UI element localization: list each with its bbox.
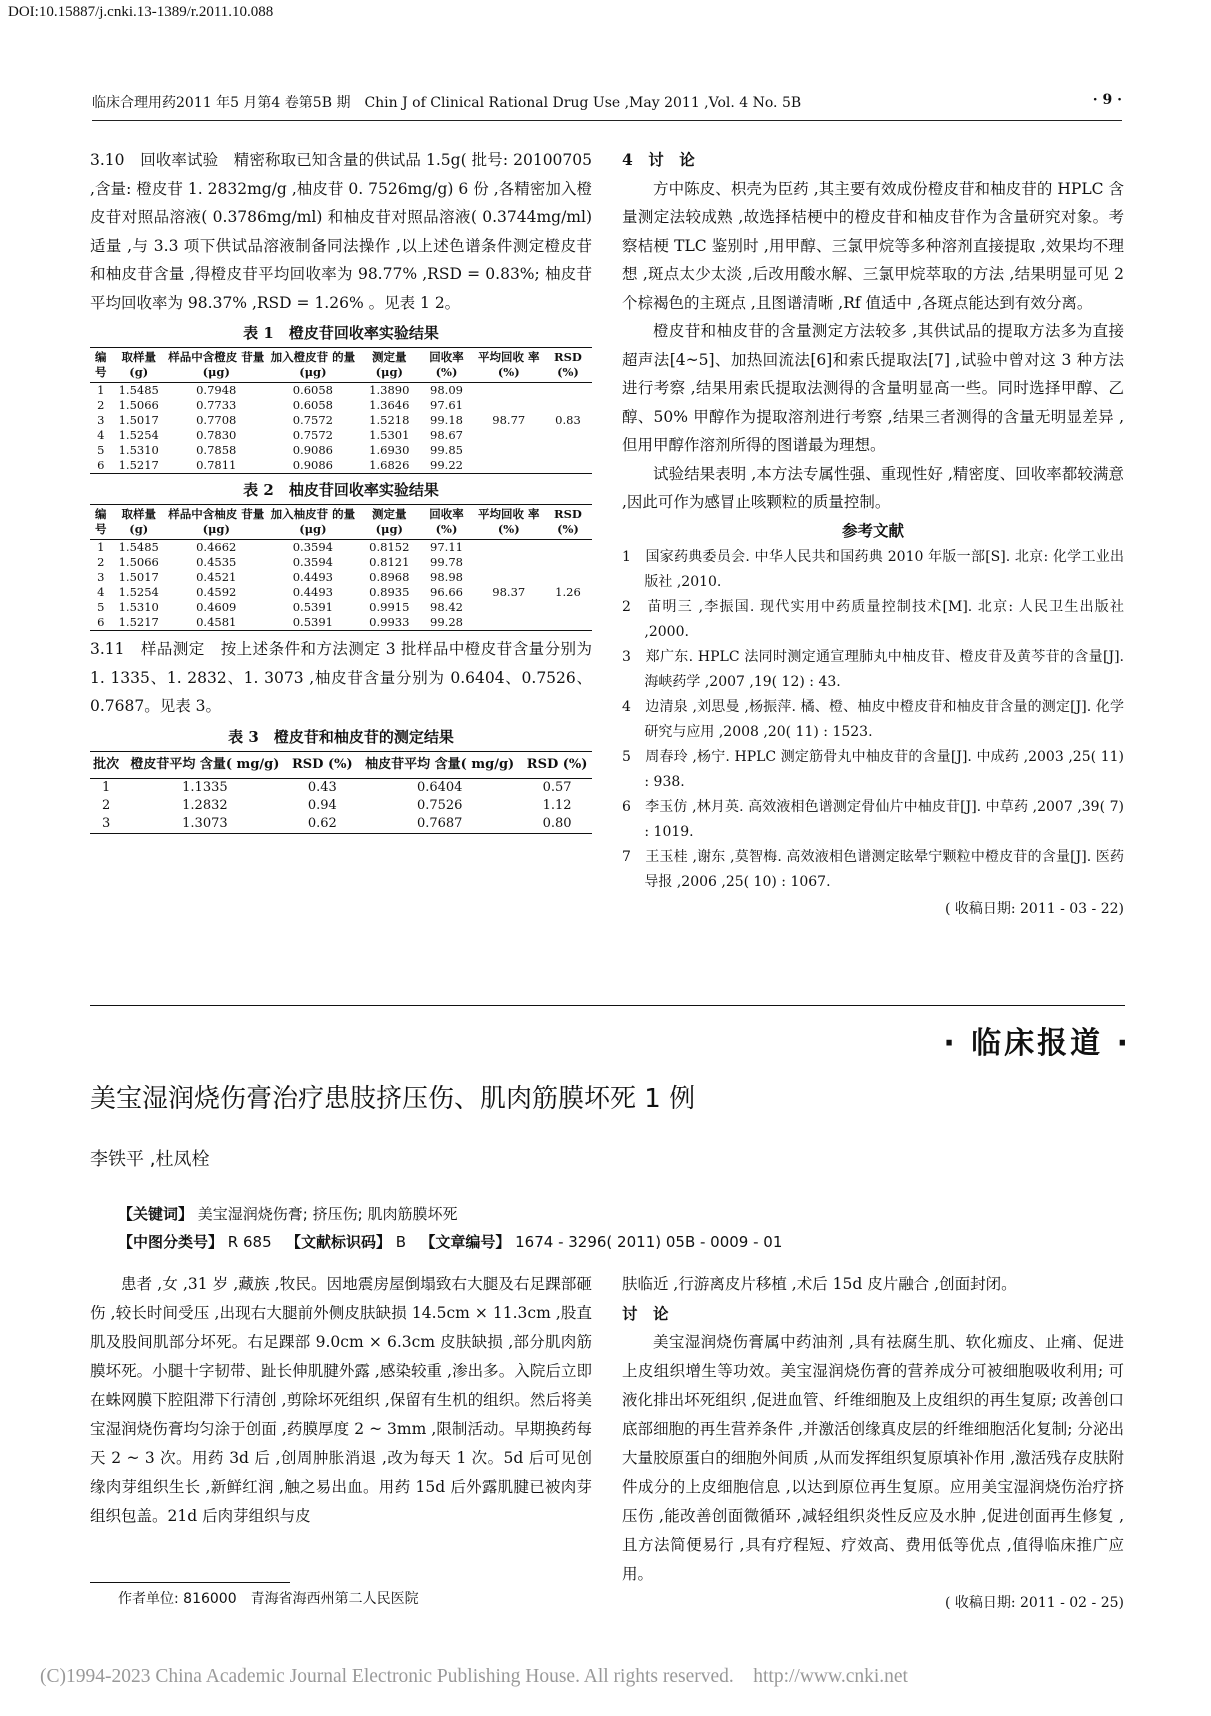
t2-cell [544,570,592,585]
t2-cell: 96.66 [430,585,463,599]
right-column [622,146,1124,924]
t1-cell: 99.22 [419,458,473,474]
t1-cell: 1.5218 [369,413,410,427]
t1-cell [544,458,592,474]
t1-cell: 98.67 [430,428,463,442]
discussion-heading: 4 讨 论 [622,150,695,169]
t1-cell: 97.61 [430,398,463,412]
t2-cell: 0.3594 [292,540,333,554]
discussion-para-3: 试验结果表明 ,本方法专属性强、重现性好 ,精密度、回收率都较满意 ,因此可作为感冒止咳颗粒的质量控制。 [622,464,1124,511]
t2-cell: 1.5254 [118,585,159,599]
t2-cell: 1.5017 [118,570,159,584]
t2-cell: 0.4521 [196,570,237,584]
t2-cell: 0.4535 [196,555,237,569]
article-number-label: 【文章编号】 [420,1233,511,1251]
table-row [90,413,592,428]
t1-cell: 98.77 [492,413,526,427]
article-authors: 李铁平 ,杜凤栓 [90,1149,210,1170]
t1-cell [474,383,544,399]
t1-cell: 4 [97,428,105,442]
table-row [90,615,592,631]
t1-cell: 2 [97,398,105,412]
t2-cell: 99.78 [430,555,463,569]
reference-item: 2 苗明三 ,李振国. 现代实用中药质量控制技术[M]. 北京: 人民卫生出版社 ,2000. [622,599,1124,640]
t1-cell: 1.5066 [118,398,159,412]
t3-header-cell: RSD (%) [522,751,592,778]
reference-item: 1 国家药典委员会. 中华人民共和国药典 2010 年版一部[S]. 北京: 化学工业出版社 ,2010. [622,549,1124,590]
section-banner: · 临床报道 · [943,1026,1131,1061]
t2-header-cell: 平均回收 率(%) [474,505,544,540]
t1-cell: 0.7811 [166,458,267,474]
section-divider [90,1005,1125,1006]
case-discussion-text: 美宝湿润烧伤膏属中药油剂 ,具有祛腐生肌、软化痂皮、止痛、促进上皮组织增生等功效。美宝湿润烧伤膏的营养成分可被细胞吸收利用; 可液化排出坏死组织 ,促进血管、纤维细胞及上皮组织的再生复原; 改善创口底部细胞的再生营养条件 ,并激活创缘真皮层的纤维细胞活化复制; 分泌出大量胶原蛋白的细胞外间质 ,从而发挥组织复原填补作用 ,激活残存皮肤附件成分的上皮细胞信息 ,以达到原位再生复原。应用美宝湿润烧伤治疗挤压伤 ,能改善创面微循环 ,减轻组织炎性反应及水肿 ,促进创面再生修复 ,且方法简便易行 ,具有疗程短、疗效高、费用低等优点 ,值得临床推广应用。 [622,1333,1124,1583]
t1-cell: 3 [97,413,105,427]
t2-cell: 0.3594 [292,555,333,569]
copyright-footer: (C)1994-2023 China Academic Journal Electronic Publishing House. All rights reserved. http://www.cnki.net [40,1666,908,1687]
t1-header-cell: 回收率 (%) [419,348,473,383]
t2-cell: 0.8968 [369,570,410,584]
t3-cell: 0.62 [287,815,357,834]
article-title: 美宝湿润烧伤膏治疗患肢挤压伤、肌肉筋膜坏死 1 例 [90,1084,696,1114]
table-row [90,600,592,615]
table-row [90,555,592,570]
t1-cell [474,398,544,413]
t3-cell: 0.80 [522,815,592,834]
t2-cell: 1.5217 [112,615,166,631]
t1-cell: 1 [97,383,105,397]
t1-cell: 0.7572 [292,428,333,442]
t2-header-cell: 测定量 (μg) [359,505,419,540]
t3-header-cell: 批次 [90,751,122,778]
t1-header-cell: 平均回收 率(%) [474,348,544,383]
t3-cell: 0.6404 [416,779,463,795]
author-affiliation: 作者单位: 816000 青海省海西州第二人民医院 [118,1591,419,1607]
t2-cell [474,570,544,585]
t2-cell: 0.5391 [267,615,360,631]
t1-cell: 99.85 [430,443,463,457]
case-body-left: 患者 ,女 ,31 岁 ,藏族 ,牧民。因地震房屋倒塌致右大腿及右足踝部砸伤 ,较长时间受压 ,出现右大腿前外侧皮肤缺损 14.5cm × 11.3cm ,股直肌及股间肌部分坏死。右足踝部 9.0cm × 6.3cm 皮肤缺损 ,部分肌肉筋膜坏死。小腿十字韧带、趾长伸肌腱外露 ,感染较重 ,渗出多。入院后立即在蛛网膜下腔阻滞下行清创 ,剪除坏死组织 ,保留有生机的组织。然后将美宝湿润烧伤膏均匀涂于创面 ,药膜厚度 2 ~ 3mm ,限制活动。早期换药每天 2 ~ 3 次。用药 3d 后 ,创周肿胀消退 ,改为每天 1 次。5d 后可见创缘肉芽组织生长 ,新鲜红润 ,触之易出血。用药 15d 后外露肌腱已被肉芽组织包盖。21d 后肉芽组织与皮 [90,1275,592,1525]
t2-cell: 2 [97,555,105,569]
table1 [90,347,592,474]
case-left-column [90,1270,592,1531]
keywords-label: 【关键词】 [118,1205,194,1223]
t1-cell: 0.83 [555,413,581,427]
t1-cell: 6 [90,458,112,474]
t1-header-cell: 编号 [90,348,112,383]
t2-cell: 4 [97,585,105,599]
t2-header-cell: 加入柚皮苷 的量(μg) [267,505,360,540]
t1-header-cell: 样品中含橙皮 苷量(μg) [166,348,267,383]
affiliation-rule [90,1582,290,1583]
t1-cell: 1.6826 [359,458,419,474]
article-number-value: 1674 - 3296( 2011) 05B - 0009 - 01 [515,1233,783,1251]
t2-cell: 0.9915 [369,600,410,614]
table-row [90,797,592,815]
t1-cell: 1.3890 [369,383,410,397]
table3 [90,751,592,834]
t2-cell: 97.11 [430,540,463,554]
discussion-para-1: 方中陈皮、枳壳为臣药 ,其主要有效成份橙皮苷和柚皮苷的 HPLC 含量测定法较成熟 ,故选择桔梗中的橙皮苷和柚皮苷作为含量研究对象。考察桔梗 TLC 鉴别时 ,用甲醇、三氯甲烷等多种溶剂直接提取 ,效果均不理想 ,斑点太少太淡 ,后改用酸水解、三氯甲烷萃取的方法 ,结果明显可见 2 个棕褐色的主斑点 ,且图谱清晰 ,Rf 值适中 ,各斑点能达到有效分离。 [622,179,1124,312]
t3-cell: 0.94 [307,797,337,813]
doc-code-label: 【文献标识码】 [285,1233,391,1251]
t2-cell: 1.5485 [118,540,159,554]
running-header [92,92,1122,121]
t1-cell: 1.6930 [369,443,410,457]
t2-cell: 1.5310 [118,600,159,614]
t1-cell: 0.6058 [292,383,333,397]
keywords-block [118,1200,782,1256]
t3-cell: 2 [102,797,111,813]
table1-caption: 表 1 橙皮苷回收率实验结果 [243,324,439,342]
t2-header-cell: 取样量 (g) [112,505,166,540]
keywords-line [118,1200,782,1228]
t2-cell: 6 [90,615,112,631]
t1-cell: 1.5217 [112,458,166,474]
t1-cell: 98.09 [430,383,463,397]
t3-cell: 1.2832 [182,797,228,813]
table-row [90,458,592,474]
t2-header-cell: 编号 [90,505,112,540]
table2 [90,504,592,631]
table3-caption: 表 3 橙皮苷和柚皮苷的测定结果 [228,727,454,746]
left-column [90,146,592,834]
case-body-right-1: 肤临近 ,行游离皮片移植 ,术后 15d 皮片融合 ,创面封闭。 [622,1275,1017,1293]
t2-cell: 5 [97,600,105,614]
references-heading: 参考文献 [841,520,904,540]
table-row [90,398,592,413]
t1-cell: 1.5310 [118,443,159,457]
t1-cell: 1.5254 [118,428,159,442]
t2-cell: 0.4493 [292,570,333,584]
t1-cell [474,443,544,458]
reference-item: 5 周春玲 ,杨宁. HPLC 测定筋骨丸中柚皮苷的含量[J]. 中成药 ,2003 ,25( 11) : 938. [622,749,1124,790]
t3-cell: 3 [90,815,122,834]
case-received-date: ( 收稿日期: 2011 - 02 - 25) [944,1595,1124,1611]
t2-cell [544,555,592,570]
t1-header-cell: 加入橙皮苷 的量(μg) [267,348,360,383]
t1-header-cell: 测定量 (μg) [359,348,419,383]
t1-cell: 1.5485 [118,383,159,397]
keywords-value: 美宝湿润烧伤膏; 挤压伤; 肌肉筋膜坏死 [197,1205,458,1223]
t1-header-cell: 取样量 (g) [112,348,166,383]
t2-cell [474,600,544,615]
t2-cell: 1.26 [555,585,581,599]
table-row [90,585,592,600]
t2-cell: 0.4581 [166,615,267,631]
t1-header-cell: RSD (%) [544,348,592,383]
t2-cell: 0.9933 [359,615,419,631]
t2-cell: 0.5391 [292,600,333,614]
page-number: · 9 · [1092,92,1122,108]
t2-cell [474,555,544,570]
t1-cell: 0.7708 [196,413,237,427]
t3-cell: 0.7526 [416,797,463,813]
t2-cell: 0.4609 [196,600,237,614]
reference-item: 6 李玉仿 ,林月英. 高效液相色谱测定骨仙片中柚皮苷[J]. 中草药 ,2007 ,39( 7) : 1019. [622,799,1124,840]
table-row [90,383,592,399]
t2-cell [544,600,592,615]
t1-cell: 0.9086 [267,458,360,474]
t2-header-cell: 回收率 (%) [419,505,473,540]
table-row [90,815,592,834]
section-3-10: 3.10 回收率试验 精密称取已知含量的供试品 1.5g( 批号: 20100705 ,含量: 橙皮苷 1. 2832mg/g ,柚皮苷 0. 7526mg/g) 6 份 ,各精密加入橙皮苷对照品溶液( 0.3786mg/ml) 和柚皮苷对照品溶液( 0.3744mg/ml) 适量 ,与 3.3 项下供试品溶液制备同法操作 ,以上述色谱条件测定橙皮苷和柚皮苷含量 ,得橙皮苷平均回收率为 98.77% ,RSD = 0.83%; 柚皮苷平均回收率为 98.37% ,RSD = 1.26% 。见表 1 2。 [90,151,592,312]
t2-cell: 0.4592 [196,585,237,599]
t2-header-cell: RSD (%) [544,505,592,540]
t3-cell: 0.43 [307,779,337,795]
received-date: ( 收稿日期: 2011 - 03 - 22) [944,901,1124,917]
t2-cell: 98.98 [430,570,463,584]
case-right-column [622,1270,1124,1618]
t2-cell: 1 [97,540,105,554]
t1-cell [544,383,592,399]
references-list [622,545,1124,895]
t2-cell: 1.5066 [118,555,159,569]
discussion-para-2: 橙皮苷和柚皮苷的含量测定方法较多 ,其供试品的提取方法多为直接超声法[4~5]、加热回流法[6]和索氏提取法[7] ,试验中曾对这 3 种方法进行考察 ,结果用索氏提取法测得的含量明显高一些。同时选择甲醇、乙醇、50% 甲醇作为提取溶剂进行考察 ,结果三者测得的含量无明显差异 ,但用甲醇作溶剂所得的图谱最为理想。 [622,322,1124,454]
t3-header-cell: 橙皮苷平均 含量( mg/g) [122,751,287,778]
clc-label: 【中图分类号】 [118,1233,224,1251]
clc-value: R 685 [227,1233,272,1251]
t2-cell: 98.42 [430,600,463,614]
table-row [90,443,592,458]
t2-cell [544,615,592,631]
t3-cell: 0.57 [542,779,572,795]
t1-cell: 99.18 [430,413,463,427]
t1-cell: 0.6058 [292,398,333,412]
table-row [90,778,592,797]
section-3-11: 3.11 样品测定 按上述条件和方法测定 3 批样品中橙皮苷含量分别为 1. 1335、1. 2832、1. 3073 ,柚皮苷含量分别为 0.6404、0.7526、0.7687。见表 3。 [90,640,592,715]
t2-cell: 3 [97,570,105,584]
t2-cell: 98.37 [492,585,526,599]
table-row [90,428,592,443]
reference-item: 3 郑广东. HPLC 法同时测定通宣理肺丸中柚皮苷、橙皮苷及黄芩苷的含量[J]. 海峡药学 ,2007 ,19( 12) : 43. [622,649,1124,690]
reference-item: 7 王玉桂 ,谢东 ,莫智梅. 高效液相色谱测定眩晕宁颗粒中橙皮苷的含量[J]. 医药导报 ,2006 ,25( 10) : 1067. [622,849,1124,890]
case-discussion-heading: 讨 论 [622,1304,669,1323]
t2-cell [544,540,592,556]
t3-header-cell: RSD (%) [287,751,357,778]
t1-cell: 0.9086 [292,443,333,457]
t3-cell: 1.1335 [182,779,228,795]
reference-item: 4 边清泉 ,刘思曼 ,杨振萍. 橘、橙、柚皮中橙皮苷和柚皮苷含量的测定[J]. 化学研究与应用 ,2008 ,20( 11) : 1523. [622,699,1124,740]
t2-cell: 0.4662 [196,540,237,554]
t3-cell: 1.3073 [122,815,287,834]
t2-cell: 0.8935 [369,585,410,599]
t1-cell: 1.5017 [118,413,159,427]
table2-caption: 表 2 柚皮苷回收率实验结果 [243,481,439,499]
t1-cell: 0.7733 [196,398,237,412]
t1-cell [474,458,544,474]
t3-cell: 1 [102,779,111,795]
t3-cell: 1.12 [542,797,572,813]
classification-line [118,1228,782,1256]
t1-cell: 1.5301 [369,428,410,442]
t2-header-cell: 样品中含柚皮 苷量(μg) [166,505,267,540]
t2-cell: 0.4493 [292,585,333,599]
doc-code-value: B [395,1233,407,1251]
t1-cell [544,428,592,443]
t2-cell: 99.28 [419,615,473,631]
t1-cell: 0.7858 [196,443,237,457]
table-row [90,570,592,585]
journal-info: 临床合理用药2011 年5 月第4 卷第5B 期 Chin J of Clinical Rational Drug Use ,May 2011 ,Vol. 4 No. 5B [92,95,802,111]
table-row [90,540,592,556]
t1-cell: 1.3646 [369,398,410,412]
t1-cell [474,428,544,443]
t2-cell [474,540,544,556]
t2-cell: 0.8152 [369,540,410,554]
t1-cell: 0.7830 [196,428,237,442]
t1-cell [544,398,592,413]
t2-cell: 0.8121 [369,555,410,569]
t3-header-cell: 柚皮苷平均 含量( mg/g) [357,751,522,778]
t1-cell: 0.7572 [292,413,333,427]
t1-cell [544,443,592,458]
t2-cell [474,615,544,631]
t1-cell: 0.7948 [196,383,237,397]
t3-cell: 0.7687 [357,815,522,834]
doi-text: DOI:10.15887/j.cnki.13-1389/r.2011.10.088 [8,4,274,20]
t1-cell: 5 [97,443,105,457]
